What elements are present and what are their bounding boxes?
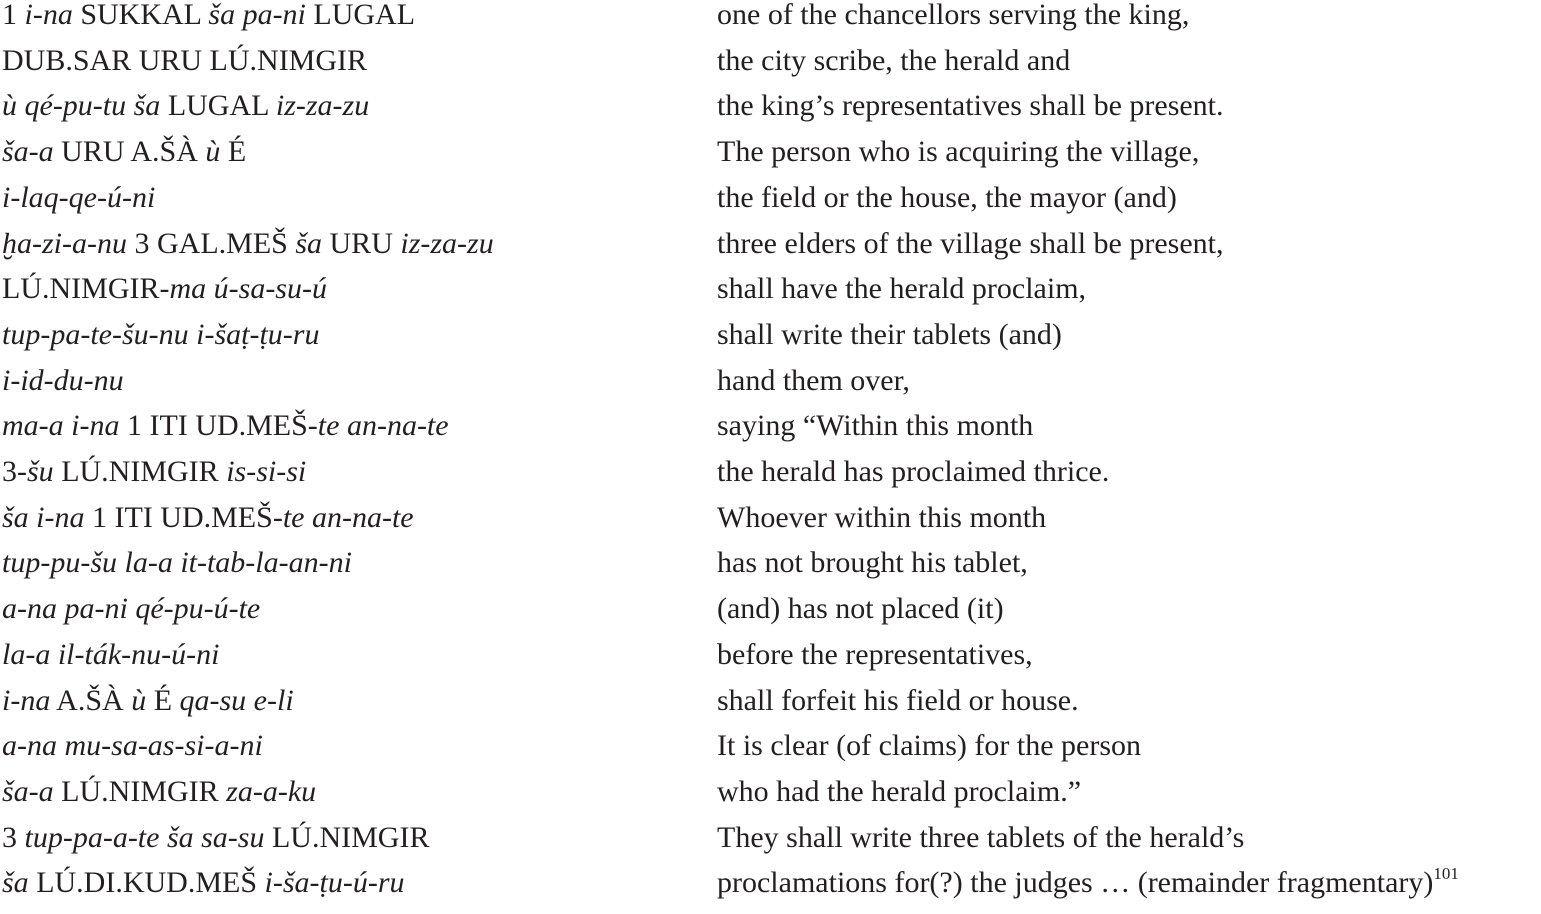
transliteration-segment: LÚ.NIMGIR: [53, 455, 227, 488]
translation-segment: (and) has not placed (it): [717, 592, 1004, 626]
transliteration-italic-segment: ù: [205, 135, 221, 169]
transliteration-segment: URU A.ŠÀ: [53, 135, 206, 169]
transliteration-text: [2, 868, 405, 898]
transliteration-segment: LÚ.NIMGIR-: [2, 272, 170, 306]
transliteration-text: [2, 683, 294, 717]
transliteration-text: [2, 43, 368, 77]
translation-segment: It is clear (of claims) for the person: [717, 729, 1141, 763]
transliteration-italic-segment: ma-a i-na: [2, 409, 120, 443]
translation-segment: the king’s representatives shall be present.: [717, 89, 1224, 123]
transliteration-text: [2, 137, 246, 167]
transliteration-text: [2, 594, 260, 624]
transliteration-italic-segment: ù qé-pu-tu ša: [2, 89, 161, 123]
transliteration-italic-segment: iz-za-zu: [275, 89, 370, 123]
translation-text: [717, 457, 1109, 487]
transliteration-segment: 1 ITI UD.MEŠ-: [119, 409, 318, 443]
translation-text: [717, 317, 1062, 351]
transliteration-italic-segment: ša: [295, 226, 323, 260]
transliteration-text: [2, 317, 320, 351]
text-line: [0, 0, 1541, 46]
footnote-marker: 101: [1433, 864, 1459, 884]
translation-segment: hand them over,: [717, 363, 910, 397]
transliteration-segment: 3 GAL.MEŠ: [126, 226, 296, 260]
text-line: [0, 226, 1541, 275]
transliteration-italic-segment: i-na: [24, 0, 73, 31]
translation-segment: Whoever within this month: [717, 500, 1047, 534]
translation-segment: the herald has proclaimed thrice.: [717, 455, 1110, 488]
translation-text: [717, 274, 1086, 304]
translation-segment: three elders of the village shall be present,: [717, 226, 1224, 260]
translation-segment: shall forfeit his field or house.: [717, 683, 1079, 717]
transliteration-text: [2, 274, 327, 304]
transliteration-text: [2, 457, 306, 487]
transliteration-italic-segment: i-id-du-nu: [2, 363, 124, 397]
transliteration-italic-segment: šu: [27, 455, 54, 488]
transliteration-italic-segment: iz-za-zu: [400, 226, 494, 260]
text-line: [0, 457, 1541, 503]
transliteration-italic-segment: a-na mu-sa-as-si-a-ni: [2, 729, 263, 763]
translation-text: [717, 0, 1189, 30]
transliteration-italic-segment: ša pa-ni: [208, 0, 306, 31]
text-line: [0, 137, 1541, 183]
translation-segment: They shall write three tablets of the herald’s: [717, 820, 1245, 854]
transliteration-italic-segment: tup-pa-te-šu-nu i-šaṭ-ṭu-ru: [2, 317, 320, 351]
translation-text: [717, 637, 1033, 671]
text-line: [0, 500, 1541, 549]
text-line: [0, 274, 1541, 320]
text-line: [0, 683, 1541, 732]
transliteration-italic-segment: is-si-si: [226, 455, 307, 488]
translation-text: [717, 91, 1224, 121]
transliteration-text: [2, 411, 449, 441]
transliteration-text: [2, 91, 369, 121]
transliteration-italic-segment: i-laq-qe-ú-ni: [2, 180, 156, 214]
transliteration-text: [2, 731, 263, 761]
transliteration-text: [2, 226, 494, 260]
translation-text: [717, 43, 1071, 77]
translation-text: [717, 820, 1245, 854]
translation-text: [717, 731, 1141, 761]
text-line: [0, 864, 1541, 914]
transliteration-segment: LUGAL: [160, 89, 276, 123]
translation-text: [717, 180, 1177, 214]
transliteration-segment: 1: [2, 0, 25, 31]
translation-segment: saying “Within this month: [717, 409, 1034, 443]
transliteration-italic-segment: ù: [131, 683, 147, 717]
transliteration-segment: A.ŠÀ: [50, 683, 132, 717]
translation-text: [717, 137, 1199, 167]
text-line: [0, 91, 1541, 137]
transliteration-italic-segment: a-na pa-ni qé-pu-ú-te: [2, 592, 261, 626]
text-line: [0, 317, 1541, 366]
transliteration-italic-segment: te an-na-te: [317, 409, 449, 443]
transliteration-text: [2, 820, 430, 854]
transliteration-segment: LÚ.NIMGIR: [264, 820, 430, 854]
transliteration-italic-segment: te an-na-te: [282, 500, 414, 534]
transliteration-segment: LÚ.DI.KUD.MEŠ: [28, 866, 265, 900]
text-line: [0, 820, 1541, 869]
transliteration-italic-segment: ma ú-sa-su-ú: [169, 272, 327, 306]
transliteration-text: [2, 500, 414, 534]
text-line: [0, 363, 1541, 412]
translation-segment: the field or the house, the mayor (and): [717, 180, 1177, 214]
transliteration-segment: É: [146, 683, 180, 717]
text-line: [0, 548, 1541, 594]
transliteration-segment: SUKKAL: [72, 0, 209, 31]
translation-text: [717, 864, 1459, 900]
transliteration-segment: 3-: [2, 455, 27, 488]
text-line: [0, 43, 1541, 92]
transliteration-segment: 1 ITI UD.MEŠ-: [84, 500, 283, 534]
transliteration-italic-segment: za-a-ku: [226, 774, 317, 808]
translation-segment: who had the herald proclaim.”: [717, 774, 1082, 808]
transliteration-text: [2, 774, 317, 808]
transliteration-text: [2, 363, 124, 397]
translation-text: [717, 774, 1082, 808]
translation-segment: one of the chancellors serving the king,: [717, 0, 1190, 31]
text-line: [0, 411, 1541, 457]
transliteration-segment: URU: [322, 226, 401, 260]
translation-segment: the city scribe, the herald and: [717, 43, 1071, 77]
translation-segment: proclamations for(?) the judges … (remainder fragmentary): [717, 866, 1434, 900]
transliteration-italic-segment: i-ša-ṭu-ú-ru: [264, 866, 405, 900]
translation-text: [717, 363, 910, 397]
transliteration-text: [2, 637, 220, 671]
transliteration-italic-segment: ša-a: [2, 135, 54, 169]
translation-segment: shall have the herald proclaim,: [717, 272, 1087, 306]
translation-text: [717, 548, 1028, 578]
translation-text: [717, 683, 1079, 717]
translation-segment: shall write their tablets (and): [717, 317, 1062, 351]
text-line: [0, 637, 1541, 686]
text-line: [0, 594, 1541, 640]
text-line: [0, 774, 1541, 823]
translation-text: [717, 226, 1224, 260]
translation-text: [717, 500, 1047, 534]
transliteration-text: [2, 180, 156, 214]
translation-segment: before the representatives,: [717, 637, 1033, 671]
transliteration-text: [2, 548, 352, 578]
transliteration-italic-segment: ša-a: [2, 774, 54, 808]
transliteration-italic-segment: i-na: [2, 683, 51, 717]
transliteration-italic-segment: tup-pu-šu la-a it-tab-la-an-ni: [2, 546, 352, 580]
transliteration-italic-segment: ša i-na: [2, 500, 85, 534]
text-line: [0, 731, 1541, 777]
transliteration-segment: É: [220, 135, 247, 169]
transliteration-segment: LUGAL: [305, 0, 416, 31]
transliteration-italic-segment: ḫa-zi-a-nu: [2, 226, 127, 260]
transliteration-italic-segment: la-a il-ták-nu-ú-ni: [2, 637, 220, 671]
transliteration-segment: LÚ.NIMGIR: [53, 774, 227, 808]
transliteration-segment: 3: [2, 820, 25, 854]
transliteration-italic-segment: qa-su e-li: [179, 683, 294, 717]
translation-segment: The person who is acquiring the village,: [717, 135, 1200, 169]
translation-text: [717, 594, 1004, 624]
transliteration-italic-segment: ša: [2, 866, 29, 900]
transliteration-text: [2, 0, 415, 30]
translation-text: [717, 411, 1033, 441]
text-line: [0, 180, 1541, 229]
transliteration-segment: DUB.SAR URU LÚ.NIMGIR: [2, 43, 368, 77]
transliteration-italic-segment: tup-pa-a-te ša sa-su: [24, 820, 265, 854]
translation-segment: has not brought his tablet,: [717, 546, 1028, 580]
